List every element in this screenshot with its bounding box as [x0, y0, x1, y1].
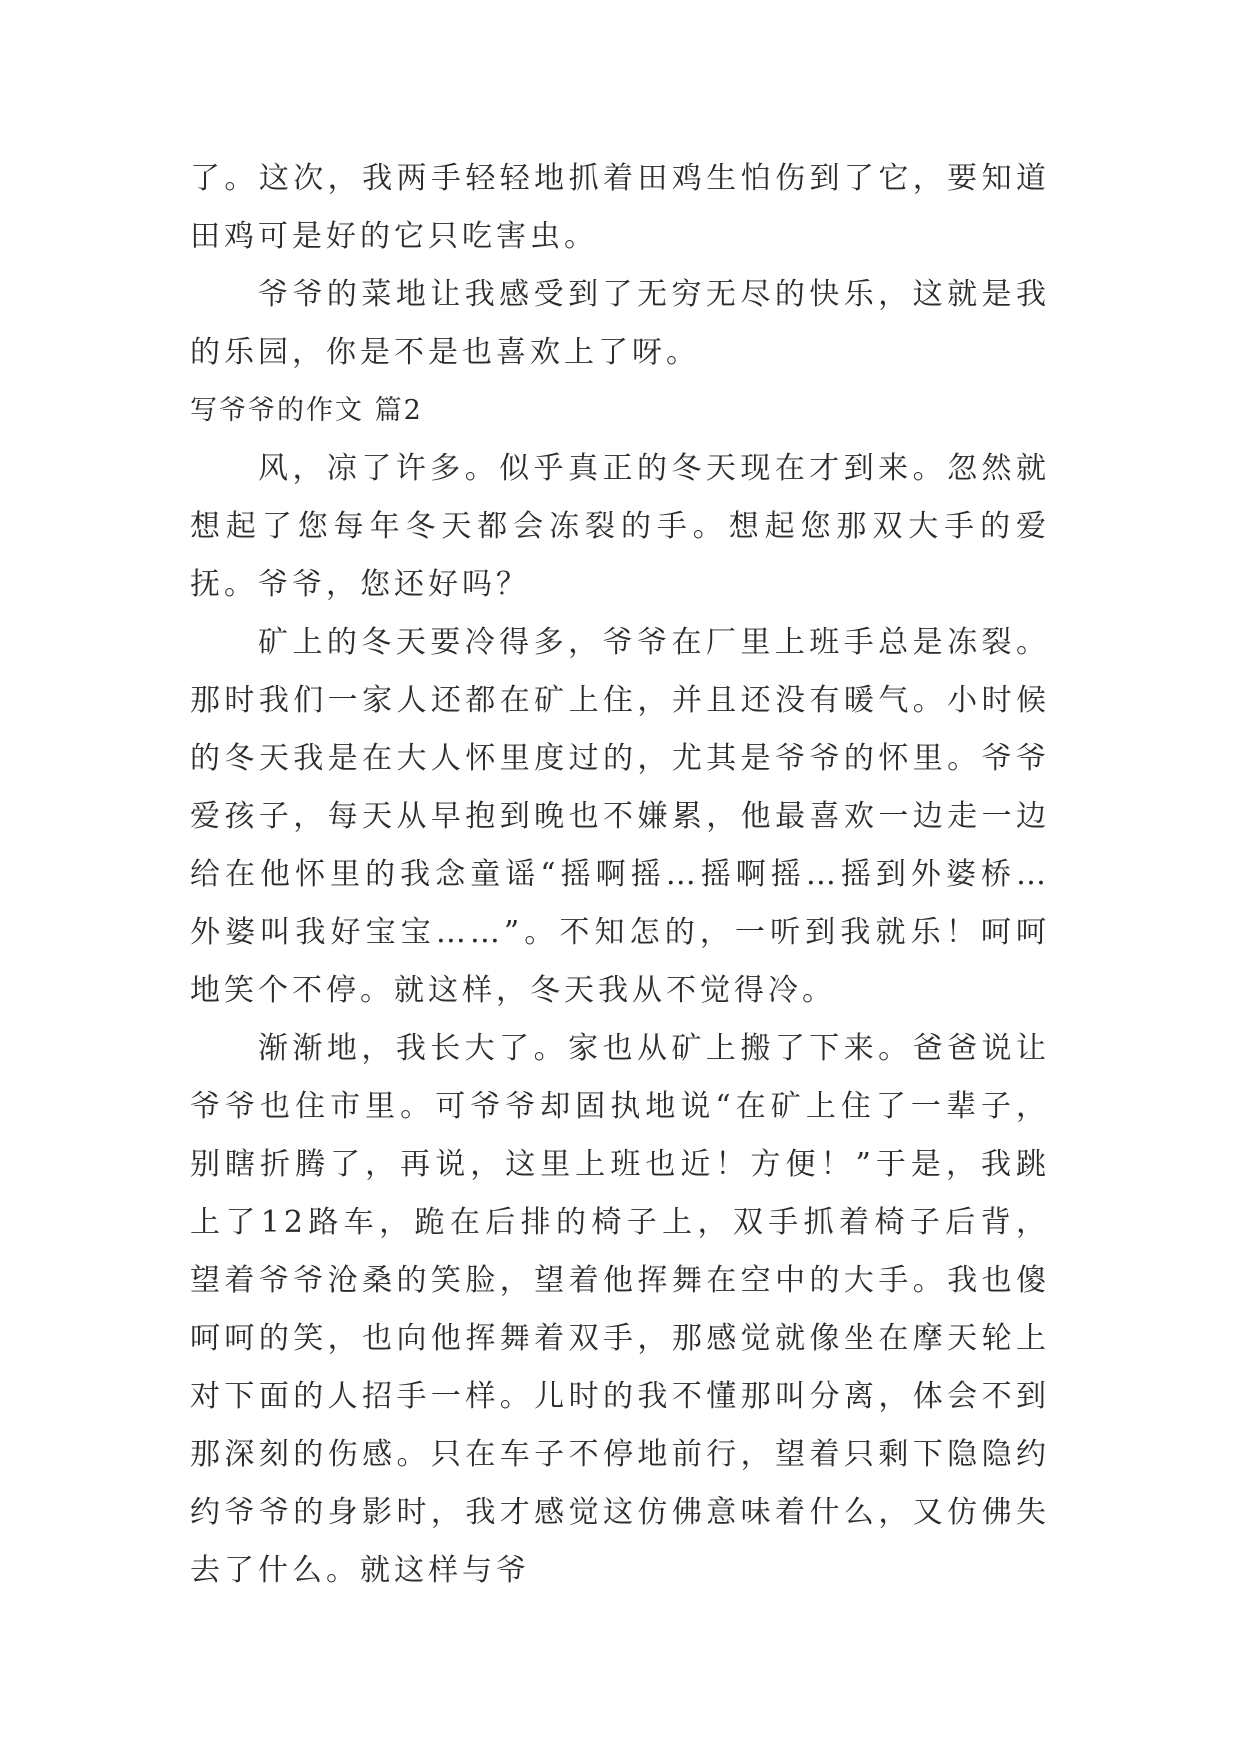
paragraph: 风，凉了许多。似乎真正的冬天现在才到来。忽然就想起了您每年冬天都会冻裂的手。想起您那双大手的爱抚。爷爷，您还好吗？ — [190, 451, 1050, 602]
paragraph-continuation: 了。这次，我两手轻轻地抓着田鸡生怕伤到了它，要知道田鸡可是好的它只吃害虫。 — [190, 161, 1050, 254]
paragraph: 爷爷的菜地让我感受到了无穷无尽的快乐，这就是我的乐园，你是不是也喜欢上了呀。 — [190, 277, 1050, 370]
document-body — [190, 150, 1050, 1600]
paragraph: 渐渐地，我长大了。家也从矿上搬了下来。爸爸说让爷爷也住市里。可爷爷却固执地说“在矿上住了一辈子，别瞎折腾了，再说，这里上班也近！方便！”于是，我跳上了12路车，跪在后排的椅子上，双手抓着椅子后背，望着爷爷沧桑的笑脸，望着他挥舞在空中的大手。我也傻呵呵的笑，也向他挥舞着双手，那感觉就像坐在摩天轮上对下面的人招手一样。儿时的我不懂那叫分离，体会不到那深刻的伤感。只在车子不停地前行，望着只剩下隐隐约约爷爷的身影时，我才感觉这仿佛意味着什么，又仿佛失去了什么。就这样与爷 — [190, 1031, 1050, 1588]
section-heading: 写爷爷的作文 篇2 — [190, 395, 423, 426]
paragraph: 矿上的冬天要冷得多，爷爷在厂里上班手总是冻裂。那时我们一家人还都在矿上住，并且还没有暖气。小时候的冬天我是在大人怀里度过的，尤其是爷爷的怀里。爷爷爱孩子，每天从早抱到晚也不嫌累，他最喜欢一边走一边给在他怀里的我念童谣“摇啊摇…摇啊摇…摇到外婆桥…外婆叫我好宝宝……”。不知怎的，一听到我就乐！呵呵地笑个不停。就这样，冬天我从不觉得冷。 — [190, 625, 1050, 1008]
